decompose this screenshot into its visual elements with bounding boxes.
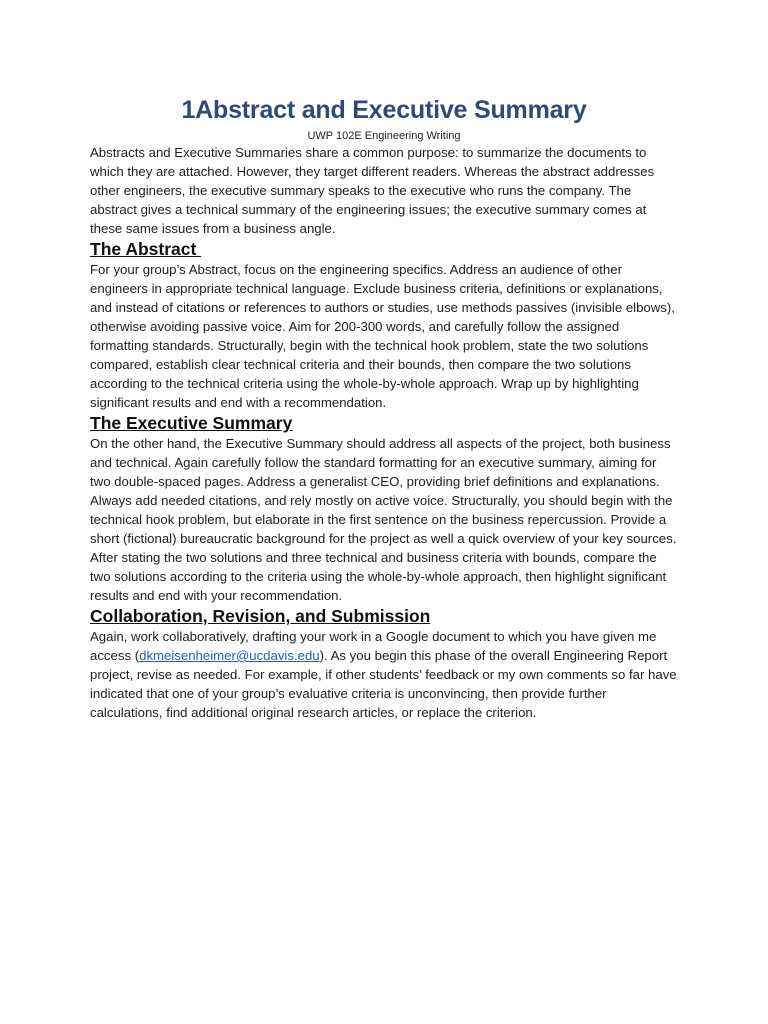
page-subtitle: UWP 102E Engineering Writing <box>307 130 461 142</box>
heading-abstract: The Abstract <box>90 239 202 259</box>
collaboration-text-after: ). As you begin this phase of the overall Engineering Report project, revise as needed. For example, if other students’ feedback or my own comments so far have indicated that one of your group’s evaluative criteria is unconvincing, then provide further calculations, find additional original research articles, or replace the criterion. <box>90 648 677 720</box>
page-title: 1Abstract and Executive Summary <box>181 96 587 124</box>
intro-paragraph: Abstracts and Executive Summaries share a common purpose: to summarize the documents to which they are attached. However, they target different readers. Whereas the abstract addresses other engineers, the executive summary speaks to the executive who runs the company. The abstract gives a technical summary of the engineering issues; the executive summary comes at these same issues from a business angle. <box>90 145 655 236</box>
collaboration-text-before: Again, work collaboratively, drafting your work in a Google document to which you have given me access ( <box>90 629 657 663</box>
email-link[interactable]: dkmeisenheimer@ucdavis.edu <box>139 648 320 663</box>
executive-summary-paragraph: On the other hand, the Executive Summary should address all aspects of the project, both business and technical. Again carefully follow the standard formatting for an executive summary, aiming for two double-spaced pages. Address a generalist CEO, providing brief definitions and explanations. Always add needed citations, and rely mostly on active voice. Structurally, you should begin with the technical hook problem, but elaborate in the first sentence on the business repercussion. Provide a short (fictional) bureaucratic background for the project as well a quick overview of your key sources. After stating the two solutions and three technical and business criteria with bounds, compare the two solutions according to the criteria using the whole-by-whole approach, then highlight significant results and end with your recommendation. <box>90 436 677 603</box>
heading-collaboration: Collaboration, Revision, and Submission <box>90 606 431 626</box>
collaboration-paragraph <box>90 627 678 722</box>
heading-executive-summary: The Executive Summary <box>90 413 293 433</box>
abstract-paragraph: For your group’s Abstract, focus on the engineering specifics. Address an audience of other engineers in appropriate technical language. Exclude business criteria, definitions or explanations, and instead of citations or references to authors or studies, use methods passives (invisible elbows), otherwise avoiding passive voice. Aim for 200-300 words, and carefully follow the assigned formatting standards. Structurally, begin with the technical hook problem, state the two solutions compared, establish clear technical criteria and their bounds, then compare the two solutions according to the technical criteria using the whole-by-whole approach. Wrap up by highlighting significant results and end with a recommendation. <box>90 262 675 410</box>
